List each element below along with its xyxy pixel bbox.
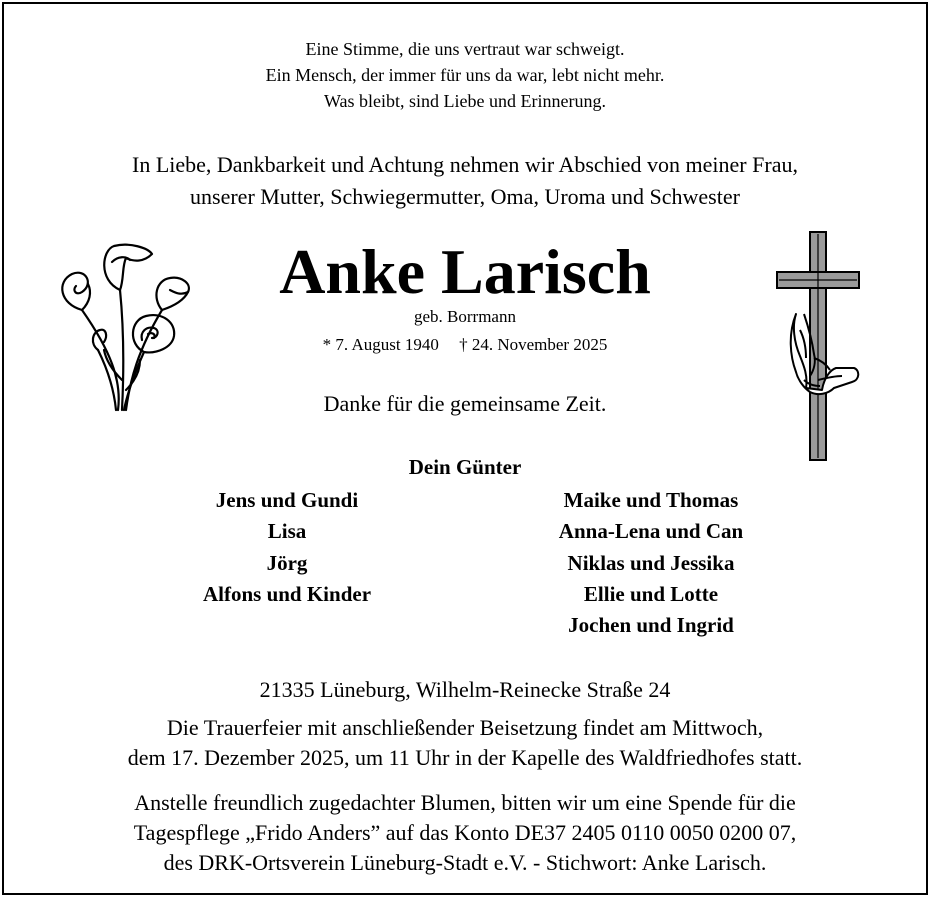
donation-line: des DRK-Ortsverein Lüneburg-Stadt e.V. - Stichwort: Anke Larisch. [163,850,767,875]
verse-line: Eine Stimme, die uns vertraut war schweigt. [305,39,625,59]
intro-line: unserer Mutter, Schwiegermutter, Oma, Uroma und Schwester [190,184,740,209]
mourners-right-column [501,485,801,641]
farewell-intro [4,149,926,213]
intro-line: In Liebe, Dankbarkeit und Achtung nehmen wir Abschied von meiner Frau, [132,152,798,177]
mourners-left-column [137,485,437,610]
mourner-name: Jörg [266,550,308,575]
life-dates [4,333,926,357]
death-date: † 24. November 2025 [459,335,608,354]
mourner-name: Ellie und Lotte [583,581,719,606]
verse-line: Was bleibt, sind Liebe und Erinnerung. [324,91,606,111]
mourner-name: Maike und Thomas [563,488,739,512]
donation-line: Tagespflege „Frido Anders” auf das Konto DE37 2405 0110 0050 0200 07, [133,820,797,845]
deceased-name: Anke Larisch [279,236,651,307]
mourner-name: Anna-Lena und Can [558,519,744,544]
thanks-line: Danke für die gemeinsame Zeit. [323,391,607,416]
mourner-name: Jochen und Ingrid [568,613,734,638]
funeral-service-notice [4,713,926,773]
service-line: dem 17. Dezember 2025, um 11 Uhr in der Kapelle des Waldfriedhofes statt. [127,745,803,770]
family-address: 21335 Lüneburg, Wilhelm-Reinecke Straße 24 [259,677,671,702]
mourner-name: Niklas und Jessika [567,550,735,575]
donation-line: Anstelle freundlich zugedachter Blumen, bitten wir um eine Spende für die [134,790,796,815]
verse-line: Ein Mensch, der immer für uns da war, lebt nicht mehr. [265,65,665,85]
donation-notice [4,788,926,878]
memorial-verse [4,36,926,114]
mourner-name: Jens und Gundi [215,488,359,512]
mourner-first: Dein Günter [408,455,522,479]
birth-name: geb. Borrmann [414,307,516,326]
obituary-card [2,2,928,895]
service-line: Die Trauerfeier mit anschließender Beisetzung findet am Mittwoch, [166,715,764,740]
mourner-name: Lisa [267,519,307,544]
birth-date: * 7. August 1940 [322,335,439,354]
mourner-name: Alfons und Kinder [202,581,372,606]
